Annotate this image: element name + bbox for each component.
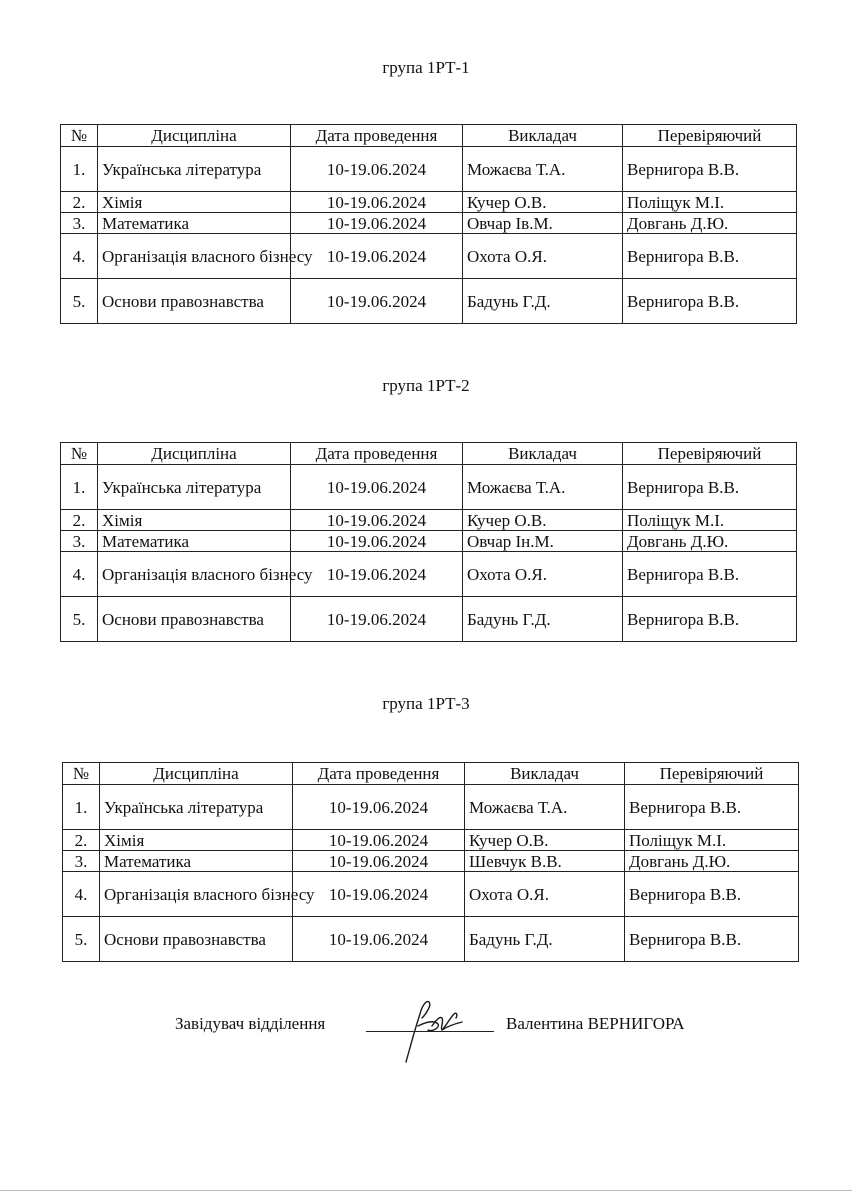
schedule-table: [62, 762, 799, 962]
group-title: група 1РТ-1: [382, 58, 470, 77]
row-num: 1.: [63, 785, 100, 830]
row-teacher: Охота О.Я.: [465, 872, 625, 917]
header-discipline: Дисципліна: [98, 443, 291, 465]
row-checker: Вернигора В.В.: [625, 872, 799, 917]
row-num: 5.: [63, 917, 100, 962]
row-teacher: Кучер О.В.: [463, 510, 623, 531]
row-teacher: Бадунь Г.Д.: [463, 279, 623, 324]
row-num: 2.: [61, 510, 98, 531]
row-date: 10-19.06.2024: [291, 192, 463, 213]
header-date: Дата проведення: [293, 763, 465, 785]
table-row: [61, 465, 797, 510]
row-num: 5.: [61, 279, 98, 324]
table-row: [61, 192, 797, 213]
table-row: [61, 552, 797, 597]
row-teacher: Бадунь Г.Д.: [465, 917, 625, 962]
row-date: 10-19.06.2024: [291, 234, 463, 279]
header-checker: Перевіряючий: [625, 763, 799, 785]
row-discipline: Математика: [98, 531, 291, 552]
row-checker: Вернигора В.В.: [623, 597, 797, 642]
row-teacher: Можаєва Т.А.: [465, 785, 625, 830]
table-row: [63, 851, 799, 872]
row-num: 2.: [61, 192, 98, 213]
row-teacher: Кучер О.В.: [465, 830, 625, 851]
header-date: Дата проведення: [291, 125, 463, 147]
header-teacher: Викладач: [463, 443, 623, 465]
signatory-name: Валентина ВЕРНИГОРА: [506, 1014, 685, 1033]
table-row: [63, 830, 799, 851]
table-row: [61, 531, 797, 552]
row-teacher: Можаєва Т.А.: [463, 147, 623, 192]
signature-block: [0, 1014, 852, 1044]
row-checker: Вернигора В.В.: [623, 234, 797, 279]
row-teacher: Шевчук В.В.: [465, 851, 625, 872]
row-checker: Поліщук М.І.: [623, 510, 797, 531]
row-date: 10-19.06.2024: [293, 830, 465, 851]
table-row: [61, 213, 797, 234]
row-discipline: Хімія: [98, 510, 291, 531]
row-discipline: Хімія: [98, 192, 291, 213]
row-num: 3.: [63, 851, 100, 872]
row-num: 4.: [61, 234, 98, 279]
signatory-position: Завідувач відділення: [175, 1014, 326, 1033]
row-discipline: Математика: [100, 851, 293, 872]
table-row: [63, 872, 799, 917]
header-num: №: [61, 443, 98, 465]
row-checker: Поліщук М.І.: [625, 830, 799, 851]
table-row: [61, 597, 797, 642]
row-num: 4.: [63, 872, 100, 917]
table-row: [63, 917, 799, 962]
row-checker: Вернигора В.В.: [623, 552, 797, 597]
row-date: 10-19.06.2024: [291, 465, 463, 510]
row-date: 10-19.06.2024: [293, 872, 465, 917]
row-discipline: Організація власного бізнесу: [98, 552, 291, 597]
schedule-table: [60, 442, 797, 642]
table-row: [63, 785, 799, 830]
table-header-row: [61, 443, 797, 465]
row-checker: Поліщук М.І.: [623, 192, 797, 213]
row-num: 1.: [61, 465, 98, 510]
row-num: 5.: [61, 597, 98, 642]
row-checker: Вернигора В.В.: [623, 147, 797, 192]
table-header-row: [61, 125, 797, 147]
row-teacher: Бадунь Г.Д.: [463, 597, 623, 642]
header-teacher: Викладач: [465, 763, 625, 785]
row-date: 10-19.06.2024: [291, 279, 463, 324]
row-num: 4.: [61, 552, 98, 597]
row-checker: Довгань Д.Ю.: [625, 851, 799, 872]
table-header-row: [63, 763, 799, 785]
row-discipline: Основи правознавства: [98, 279, 291, 324]
header-teacher: Викладач: [463, 125, 623, 147]
header-checker: Перевіряючий: [623, 443, 797, 465]
row-discipline: Хімія: [100, 830, 293, 851]
header-checker: Перевіряючий: [623, 125, 797, 147]
group-title: група 1РТ-3: [382, 694, 470, 713]
table-row: [61, 279, 797, 324]
header-date: Дата проведення: [291, 443, 463, 465]
page-bottom-edge: [0, 1190, 852, 1191]
row-discipline: Основи правознавства: [98, 597, 291, 642]
row-num: 3.: [61, 213, 98, 234]
row-discipline: Українська література: [98, 147, 291, 192]
row-checker: Вернигора В.В.: [623, 465, 797, 510]
row-teacher: Овчар Ін.М.: [463, 531, 623, 552]
row-checker: Вернигора В.В.: [623, 279, 797, 324]
row-checker: Вернигора В.В.: [625, 917, 799, 962]
row-date: 10-19.06.2024: [291, 552, 463, 597]
row-discipline: Організація власного бізнесу: [98, 234, 291, 279]
row-date: 10-19.06.2024: [293, 785, 465, 830]
group-title: група 1РТ-2: [382, 376, 470, 395]
table-row: [61, 234, 797, 279]
row-teacher: Кучер О.В.: [463, 192, 623, 213]
table-row: [61, 147, 797, 192]
handwritten-signature: [396, 996, 466, 1068]
header-discipline: Дисципліна: [98, 125, 291, 147]
row-discipline: Українська література: [100, 785, 293, 830]
header-num: №: [63, 763, 100, 785]
row-num: 1.: [61, 147, 98, 192]
row-num: 3.: [61, 531, 98, 552]
row-date: 10-19.06.2024: [291, 213, 463, 234]
row-discipline: Організація власного бізнесу: [100, 872, 293, 917]
row-date: 10-19.06.2024: [293, 917, 465, 962]
row-date: 10-19.06.2024: [291, 510, 463, 531]
schedule-table: [60, 124, 797, 324]
header-discipline: Дисципліна: [100, 763, 293, 785]
table-row: [61, 510, 797, 531]
row-discipline: Основи правознавства: [100, 917, 293, 962]
header-num: №: [61, 125, 98, 147]
row-date: 10-19.06.2024: [291, 147, 463, 192]
row-checker: Вернигора В.В.: [625, 785, 799, 830]
row-teacher: Охота О.Я.: [463, 552, 623, 597]
row-checker: Довгань Д.Ю.: [623, 531, 797, 552]
row-teacher: Овчар Ів.М.: [463, 213, 623, 234]
row-date: 10-19.06.2024: [291, 597, 463, 642]
row-checker: Довгань Д.Ю.: [623, 213, 797, 234]
row-teacher: Охота О.Я.: [463, 234, 623, 279]
row-teacher: Можаєва Т.А.: [463, 465, 623, 510]
row-date: 10-19.06.2024: [291, 531, 463, 552]
row-discipline: Математика: [98, 213, 291, 234]
row-date: 10-19.06.2024: [293, 851, 465, 872]
row-num: 2.: [63, 830, 100, 851]
row-discipline: Українська література: [98, 465, 291, 510]
